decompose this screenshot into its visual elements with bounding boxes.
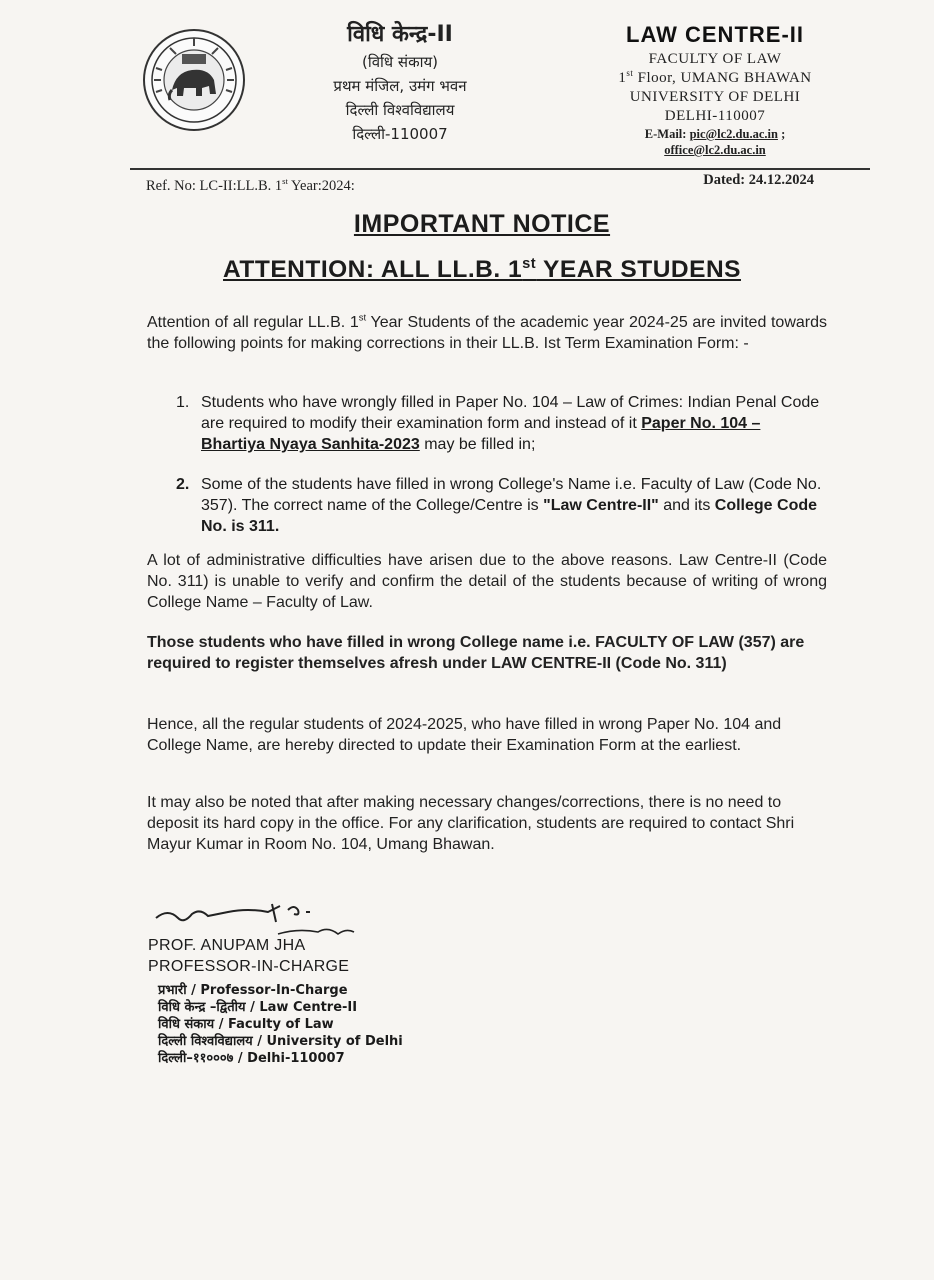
- stamp-line-3: विधि संकाय / Faculty of Law: [158, 1017, 334, 1032]
- stamp-line-1: प्रभारी / Professor-In-Charge: [158, 983, 348, 998]
- reference-number: Ref. No: LC-II:LL.B. 1st Year:2024:: [146, 176, 355, 194]
- bold-paragraph: Those students who have filled in wrong College name i.e. FACULTY OF LAW (357) are required to register themselves afresh under LAW CENTRE-II (Code No. 311): [147, 634, 805, 672]
- intro-paragraph: Attention of all regular LL.B. 1st Year Students of the academic year 2024-25 are invited towards the following points for making corrections in their LL.B. Ist Term Examination Form: -: [147, 312, 828, 352]
- email-link-1[interactable]: pic@lc2.du.ac.in: [689, 127, 778, 141]
- english-title: LAW CENTRE-II: [626, 22, 804, 47]
- stamp-line-4: दिल्ली विश्वविद्यालय / University of Delhi: [158, 1034, 403, 1049]
- signatory-role: PROFESSOR-IN-CHARGE: [148, 958, 350, 975]
- list-item: 2. Some of the students have filled in wrong College's Name i.e. Faculty of Law (Code No. 357). The correct name of the College/Centre is "Law Centre-II" and its College Code No. is 311.: [176, 476, 822, 535]
- email-link-2[interactable]: office@lc2.du.ac.in: [664, 143, 766, 157]
- noted-paragraph: It may also be noted that after making necessary changes/corrections, there is no need to deposit its hard copy in the office. For any clarification, students are required to contact Shri Mayur Kumar in Room No. 104, Umang Bhawan.: [147, 794, 795, 853]
- university-seal-icon: [142, 28, 246, 132]
- attention-heading: ATTENTION: ALL LL.B. 1st YEAR STUDENS: [223, 255, 741, 283]
- list-item: 1. Students who have wrongly filled in Paper No. 104 – Law of Crimes: Indian Penal Code are required to modify their examination form and instead of it Paper No. 104 – Bhartiya Nyaya Sanhita-2023 may be filled in;: [176, 394, 820, 453]
- email-line: E-Mail: pic@lc2.du.ac.in ;: [644, 127, 786, 141]
- english-line-1: FACULTY OF LAW: [648, 51, 782, 67]
- email-line-2: [590, 142, 840, 158]
- reference-row: [142, 172, 866, 194]
- stamp-line-5: दिल्ली–११०००७ / Delhi-110007: [158, 1051, 345, 1066]
- hindi-title: विधि केन्द्र-II: [347, 22, 453, 47]
- hence-paragraph: Hence, all the regular students of 2024-2025, who have filled in wrong Paper No. 104 and College Name, are hereby directed to update their Examination Form at the earliest.: [147, 716, 782, 754]
- hindi-address-block: [300, 20, 500, 146]
- hindi-line-1: (विधि संकाय): [361, 53, 439, 71]
- header-divider: [130, 168, 870, 170]
- hindi-line-2: प्रथम मंजिल, उमंग भवन: [333, 77, 467, 95]
- english-address-block: [590, 20, 840, 158]
- english-line-4: DELHI-110007: [664, 108, 766, 124]
- official-stamp: [158, 982, 458, 1067]
- difficulties-paragraph: A lot of administrative difficulties have arisen due to the above reasons. Law Centre-II (Code No. 311) is unable to verify and confirm the detail of the students because of writing of wrong College Name – Faculty of Law.: [147, 552, 827, 611]
- stamp-line-2: विधि केन्द्र –द्वितीय / Law Centre-II: [158, 1000, 358, 1015]
- signatory-name: PROF. ANUPAM JHA: [148, 937, 306, 954]
- notice-heading: IMPORTANT NOTICE: [353, 210, 611, 238]
- english-line-3: UNIVERSITY OF DELHI: [629, 89, 801, 105]
- hindi-line-4: दिल्ली-110007: [352, 125, 448, 143]
- date-label: Dated: 24.12.2024: [703, 172, 814, 188]
- hindi-line-3: दिल्ली विश्वविद्यालय: [345, 101, 455, 119]
- english-line-2: 1st Floor, UMANG BHAWAN: [618, 68, 812, 86]
